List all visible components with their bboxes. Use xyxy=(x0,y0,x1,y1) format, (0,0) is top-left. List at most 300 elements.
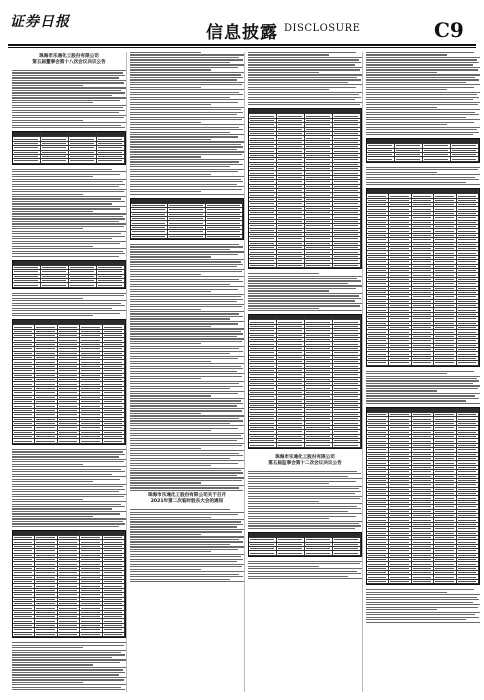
text-line xyxy=(366,607,478,608)
table-cell xyxy=(333,320,361,323)
table-cell xyxy=(13,536,35,539)
table-cell xyxy=(389,470,411,473)
data-table xyxy=(248,314,362,448)
table-cell xyxy=(457,269,479,272)
table-cell xyxy=(249,185,277,188)
text-line xyxy=(130,420,243,421)
data-table xyxy=(366,138,480,163)
table-cell xyxy=(35,611,57,614)
table-cell xyxy=(277,109,305,113)
text-line xyxy=(248,67,362,68)
table-cell xyxy=(97,137,125,140)
text-line xyxy=(248,92,362,93)
table-cell xyxy=(35,343,57,346)
table-cell xyxy=(80,334,102,337)
table-cell xyxy=(80,624,102,627)
text-line xyxy=(12,231,126,232)
text-line xyxy=(130,316,243,317)
table-cell xyxy=(58,404,80,407)
table-cell xyxy=(333,551,361,554)
table-cell xyxy=(412,189,434,193)
table-cell xyxy=(103,619,125,622)
table-cell xyxy=(434,199,456,202)
table-cell xyxy=(333,342,361,345)
text-line xyxy=(12,659,126,660)
table-cell xyxy=(103,576,125,579)
table-cell xyxy=(305,114,333,117)
table-cell xyxy=(41,279,69,282)
table-cell xyxy=(389,269,411,272)
table-cell xyxy=(277,250,305,253)
text-line xyxy=(130,279,239,280)
text-line xyxy=(12,85,83,86)
table-cell xyxy=(434,514,456,517)
table-cell xyxy=(457,308,479,311)
table-cell xyxy=(277,315,305,319)
table-cell xyxy=(277,224,305,227)
table-cell xyxy=(367,344,389,347)
table-cell xyxy=(249,158,277,161)
table-cell xyxy=(249,417,277,420)
table-cell xyxy=(249,114,277,117)
table-cell xyxy=(35,531,57,535)
table-cell xyxy=(249,149,277,152)
table-cell xyxy=(305,229,333,232)
text-line xyxy=(12,479,120,480)
table-cell xyxy=(249,176,277,179)
table-cell xyxy=(58,352,80,355)
text-line xyxy=(366,612,480,613)
text-line xyxy=(130,156,201,157)
table-cell xyxy=(412,256,434,259)
table-cell xyxy=(277,233,305,236)
text-line xyxy=(366,87,474,88)
table-cell xyxy=(305,533,333,537)
table-cell xyxy=(305,202,333,205)
text-line xyxy=(12,95,112,96)
text-line xyxy=(366,84,480,85)
text-line xyxy=(12,669,123,670)
article-heading xyxy=(248,453,362,467)
text-line xyxy=(130,259,244,260)
data-table xyxy=(12,319,126,445)
text-line xyxy=(248,298,361,299)
text-line xyxy=(12,310,126,311)
text-line xyxy=(248,573,361,574)
text-line xyxy=(12,305,125,306)
table-cell xyxy=(305,198,333,201)
table-cell xyxy=(206,213,243,216)
text-line xyxy=(12,657,112,658)
article-body xyxy=(248,52,362,105)
table-cell xyxy=(103,580,125,583)
table-cell xyxy=(389,466,411,469)
table-cell xyxy=(249,404,277,407)
text-line xyxy=(12,80,126,81)
table-cell xyxy=(13,598,35,601)
text-line xyxy=(130,326,211,327)
table-cell xyxy=(249,202,277,205)
table-cell xyxy=(457,260,479,263)
text-line xyxy=(130,79,237,80)
text-line xyxy=(130,57,239,58)
table-cell xyxy=(457,278,479,281)
table-cell xyxy=(367,295,389,298)
text-line xyxy=(12,248,126,249)
table-cell xyxy=(80,422,102,425)
table-cell xyxy=(277,439,305,442)
table-cell xyxy=(249,198,277,201)
table-cell xyxy=(457,265,479,268)
table-cell xyxy=(277,435,305,438)
text-line xyxy=(12,476,126,477)
text-line xyxy=(366,99,473,100)
table-cell xyxy=(457,466,479,469)
table-cell xyxy=(305,435,333,438)
text-line xyxy=(130,468,244,469)
text-line xyxy=(366,69,478,70)
table-cell xyxy=(367,247,389,250)
table-cell xyxy=(434,278,456,281)
table-cell xyxy=(367,527,389,530)
table-cell xyxy=(58,439,80,442)
table-cell xyxy=(80,580,102,583)
table-cell xyxy=(103,558,125,561)
text-line xyxy=(130,524,243,525)
text-line xyxy=(12,513,120,514)
table-cell xyxy=(35,558,57,561)
text-line xyxy=(366,74,480,75)
table-cell xyxy=(69,151,97,154)
table-cell xyxy=(412,282,434,285)
table-cell xyxy=(58,536,80,539)
text-line xyxy=(130,136,238,137)
table-cell xyxy=(249,538,277,541)
table-cell xyxy=(249,163,277,166)
table-cell xyxy=(80,584,102,587)
table-cell xyxy=(80,619,102,622)
table-cell xyxy=(457,212,479,215)
text-line xyxy=(248,303,362,304)
table-cell xyxy=(412,562,434,565)
table-cell xyxy=(13,382,35,385)
text-line xyxy=(366,403,480,404)
text-line xyxy=(12,484,126,485)
text-line xyxy=(130,261,241,262)
text-line xyxy=(130,358,238,359)
table-cell xyxy=(168,230,205,233)
table-cell xyxy=(277,421,305,424)
table-cell xyxy=(103,347,125,350)
table-cell xyxy=(389,483,411,486)
text-line xyxy=(12,474,112,475)
table-cell xyxy=(457,304,479,307)
table-cell xyxy=(35,576,57,579)
table-cell xyxy=(434,431,456,434)
table-cell xyxy=(168,208,205,211)
text-line xyxy=(12,253,125,254)
table-cell xyxy=(305,215,333,218)
table-cell xyxy=(249,211,277,214)
table-cell xyxy=(305,154,333,157)
text-line xyxy=(130,425,244,426)
table-cell xyxy=(249,233,277,236)
table-cell xyxy=(80,549,102,552)
table-cell xyxy=(367,357,389,360)
text-line xyxy=(12,469,121,470)
table-cell xyxy=(367,326,389,329)
text-line xyxy=(130,186,244,187)
text-line xyxy=(12,179,126,180)
table-cell xyxy=(13,431,35,434)
table-cell xyxy=(389,431,411,434)
table-cell xyxy=(389,247,411,250)
table-cell xyxy=(333,171,361,174)
table-cell xyxy=(97,266,125,269)
table-cell xyxy=(389,523,411,526)
table-cell xyxy=(389,580,411,583)
table-cell xyxy=(389,417,411,420)
text-line xyxy=(130,373,244,374)
table-cell xyxy=(103,369,125,372)
table-cell xyxy=(305,342,333,345)
table-cell xyxy=(367,545,389,548)
text-line xyxy=(130,413,201,414)
table-cell xyxy=(80,611,102,614)
text-line xyxy=(130,514,238,515)
table-cell xyxy=(249,430,277,433)
article-body xyxy=(366,167,480,186)
table-cell xyxy=(103,602,125,605)
table-cell xyxy=(367,448,389,451)
table-cell xyxy=(305,233,333,236)
table-cell xyxy=(249,123,277,126)
text-line xyxy=(130,154,242,155)
table-cell xyxy=(412,514,434,517)
text-line xyxy=(130,89,244,90)
text-line xyxy=(130,124,244,125)
table-cell xyxy=(13,589,35,592)
text-line xyxy=(130,249,230,250)
table-cell xyxy=(277,417,305,420)
text-line xyxy=(130,109,241,110)
table-cell xyxy=(249,255,277,258)
table-cell xyxy=(277,404,305,407)
data-table xyxy=(130,198,244,240)
table-cell xyxy=(423,153,451,156)
text-line xyxy=(366,184,480,185)
text-line xyxy=(12,171,126,172)
text-line xyxy=(12,226,124,227)
text-line xyxy=(366,79,479,80)
text-line xyxy=(248,508,361,509)
text-line xyxy=(12,679,124,680)
table-cell xyxy=(277,347,305,350)
table-cell xyxy=(367,203,389,206)
table-cell xyxy=(457,479,479,482)
table-cell xyxy=(367,479,389,482)
table-cell xyxy=(69,266,97,269)
text-line xyxy=(248,476,348,477)
table-cell xyxy=(434,243,456,246)
table-row xyxy=(367,361,479,365)
table-cell xyxy=(58,343,80,346)
text-line xyxy=(366,390,437,391)
table-cell xyxy=(13,584,35,587)
table-cell xyxy=(35,396,57,399)
text-line xyxy=(12,449,126,450)
table-cell xyxy=(35,369,57,372)
table-cell xyxy=(389,575,411,578)
table-cell xyxy=(389,308,411,311)
table-cell xyxy=(80,593,102,596)
table-cell xyxy=(249,145,277,148)
table-cell xyxy=(434,488,456,491)
table-cell xyxy=(305,128,333,131)
table-cell xyxy=(434,439,456,442)
table-cell xyxy=(97,132,125,136)
text-line xyxy=(366,89,447,90)
table-cell xyxy=(103,325,125,328)
table-cell xyxy=(13,151,41,154)
table-cell xyxy=(305,141,333,144)
table-cell xyxy=(451,153,479,156)
table-cell xyxy=(367,234,389,237)
table-cell xyxy=(434,189,456,193)
table-cell xyxy=(389,251,411,254)
table-cell xyxy=(35,365,57,368)
text-line xyxy=(12,186,119,187)
table-cell xyxy=(412,251,434,254)
table-cell xyxy=(412,466,434,469)
text-line xyxy=(130,87,201,88)
table-cell xyxy=(80,571,102,574)
table-cell xyxy=(277,413,305,416)
table-cell xyxy=(389,408,411,412)
table-cell xyxy=(434,505,456,508)
table-cell xyxy=(168,226,205,229)
text-line xyxy=(12,256,119,257)
text-line xyxy=(130,403,243,404)
table-cell xyxy=(80,435,102,438)
table-cell xyxy=(434,221,456,224)
article-title-line: 2021年第二次临时股东大会的通知 xyxy=(150,499,224,505)
table-cell xyxy=(305,180,333,183)
table-cell xyxy=(412,194,434,197)
text-line xyxy=(366,64,473,65)
text-line xyxy=(248,566,319,567)
table-cell xyxy=(131,226,168,229)
text-line xyxy=(248,89,329,90)
text-line xyxy=(130,576,243,577)
text-line xyxy=(130,554,244,555)
table-cell xyxy=(434,444,456,447)
table-cell xyxy=(80,369,102,372)
table-cell xyxy=(58,418,80,421)
table-cell xyxy=(13,418,35,421)
table-cell xyxy=(277,136,305,139)
table-cell xyxy=(367,483,389,486)
table-cell xyxy=(305,250,333,253)
text-line xyxy=(12,511,126,512)
text-line xyxy=(130,127,239,128)
text-line xyxy=(12,102,93,103)
table-cell xyxy=(412,523,434,526)
table-cell xyxy=(333,315,361,319)
table-cell xyxy=(367,518,389,521)
table-cell xyxy=(13,325,35,328)
table-cell xyxy=(434,357,456,360)
text-line xyxy=(12,523,125,524)
table-cell xyxy=(103,584,125,587)
text-line xyxy=(248,102,362,103)
text-line xyxy=(130,134,244,135)
table-cell xyxy=(389,295,411,298)
text-line xyxy=(12,642,126,643)
text-line xyxy=(248,290,329,291)
table-cell xyxy=(367,444,389,447)
table-cell xyxy=(277,167,305,170)
text-line xyxy=(248,77,357,78)
table-cell xyxy=(249,215,277,218)
table-cell xyxy=(457,352,479,355)
table-cell xyxy=(305,264,333,267)
table-cell xyxy=(277,259,305,262)
table-cell xyxy=(333,360,361,363)
table-cell xyxy=(58,567,80,570)
table-cell xyxy=(389,348,411,351)
table-cell xyxy=(457,287,479,290)
table-cell xyxy=(58,435,80,438)
text-line xyxy=(130,438,243,439)
table-cell xyxy=(35,325,57,328)
table-cell xyxy=(412,304,434,307)
text-line xyxy=(130,428,238,429)
table-cell xyxy=(367,435,389,438)
table-cell xyxy=(434,567,456,570)
text-line xyxy=(130,415,244,416)
table-cell xyxy=(103,589,125,592)
text-line xyxy=(130,363,244,364)
text-line xyxy=(130,348,239,349)
table-cell xyxy=(103,409,125,412)
text-line xyxy=(366,371,474,372)
article-body xyxy=(12,169,126,257)
text-line xyxy=(130,472,243,473)
table-cell xyxy=(206,226,243,229)
table-cell xyxy=(412,479,434,482)
table-cell xyxy=(103,606,125,609)
table-cell xyxy=(35,320,57,324)
table-cell xyxy=(412,417,434,420)
table-cell xyxy=(389,422,411,425)
table-cell xyxy=(13,347,35,350)
table-cell xyxy=(13,624,35,627)
table-cell xyxy=(333,202,361,205)
text-line xyxy=(130,311,244,312)
table-cell xyxy=(13,330,35,333)
data-table xyxy=(248,532,362,557)
table-cell xyxy=(367,199,389,202)
table-cell xyxy=(457,426,479,429)
table-cell xyxy=(333,250,361,253)
table-cell xyxy=(80,356,102,359)
table-cell xyxy=(412,330,434,333)
table-cell xyxy=(367,273,389,276)
text-line xyxy=(366,77,475,78)
table-cell xyxy=(35,624,57,627)
table-cell xyxy=(206,235,243,238)
